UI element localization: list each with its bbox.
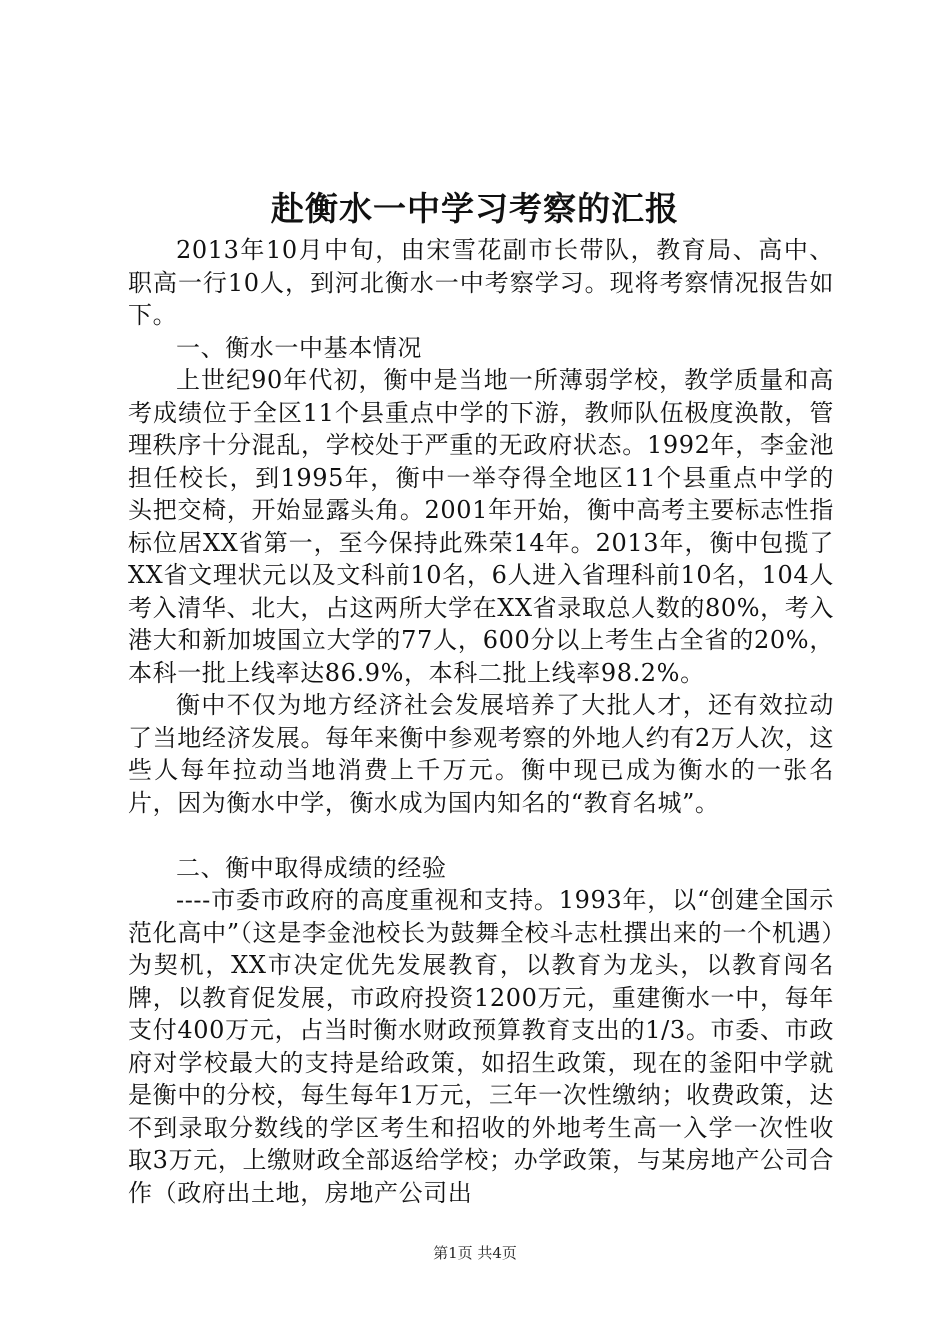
paragraph-intro: 2013年10月中旬，由宋雪花副市长带队，教育局、高中、职高一行10人，到河北衡水一中考察学习。现将考察情况报告如下。 <box>128 236 834 329</box>
page-footer: 第1页 共4页 <box>433 1244 517 1262</box>
paragraph-history: 上世纪90年代初，衡中是当地一所薄弱学校，教学质量和高考成绩位于全区11个县重点中学的下游，教师队伍极度涣散，管理秩序十分混乱，学校处于严重的无政府状态。1992年，李金池担任校长，到1995年，衡中一举夺得全地区11个县重点中学的头把交椅，开始显露头角。2001年开始，衡中高考主要标志性指标位居XX省第一，至今保持此殊荣14年。2013年，衡中包揽了XX省文理状元以及文科前10名，6人进入省理科前10名，104人考入清华、北大，占这两所大学在XX省录取总人数的80%，考入港大和新加坡国立大学的77人，600分以上考生占全省的20%，本科一批上线率达86.9%，本科二批上线率98.2%。 <box>128 366 834 687</box>
document-title: 赴衡水一中学习考察的汇报 <box>271 189 679 228</box>
document-body <box>128 234 834 1209</box>
paragraph-experience: ----市委市政府的高度重视和支持。1993年，以“创建全国示范化高中”（这是李金池校长为鼓舞全校斗志杜撰出来的一个机遇）为契机，XX市决定优先发展教育，以教育为龙头，以教育闯名牌，以教育促发展，市政府投资1200万元，重建衡水一中，每年支付400万元，占当时衡水财政预算教育支出的1/3。市委、市政府对学校最大的支持是给政策，如招生政策，现在的釜阳中学就是衡中的分校，每生每年1万元，三年一次性缴纳；收费政策，达不到录取分数线的学区考生和招收的外地考生高一入学一次性收取3万元，上缴财政全部返给学校；办学政策，与某房地产公司合作（政府出土地，房地产公司出 <box>128 886 834 1207</box>
section-heading-2: 二、衡中取得成绩的经验 <box>176 853 447 882</box>
section-heading-1: 一、衡水一中基本情况 <box>176 333 422 362</box>
paragraph-impact: 衡中不仅为地方经济社会发展培养了大批人才，还有效拉动了当地经济发展。每年来衡中参观考察的外地人约有2万人次，这些人每年拉动当地消费上千万元。衡中现已成为衡水的一张名片，因为衡水中学，衡水成为国内知名的“教育名城”。 <box>128 691 834 817</box>
